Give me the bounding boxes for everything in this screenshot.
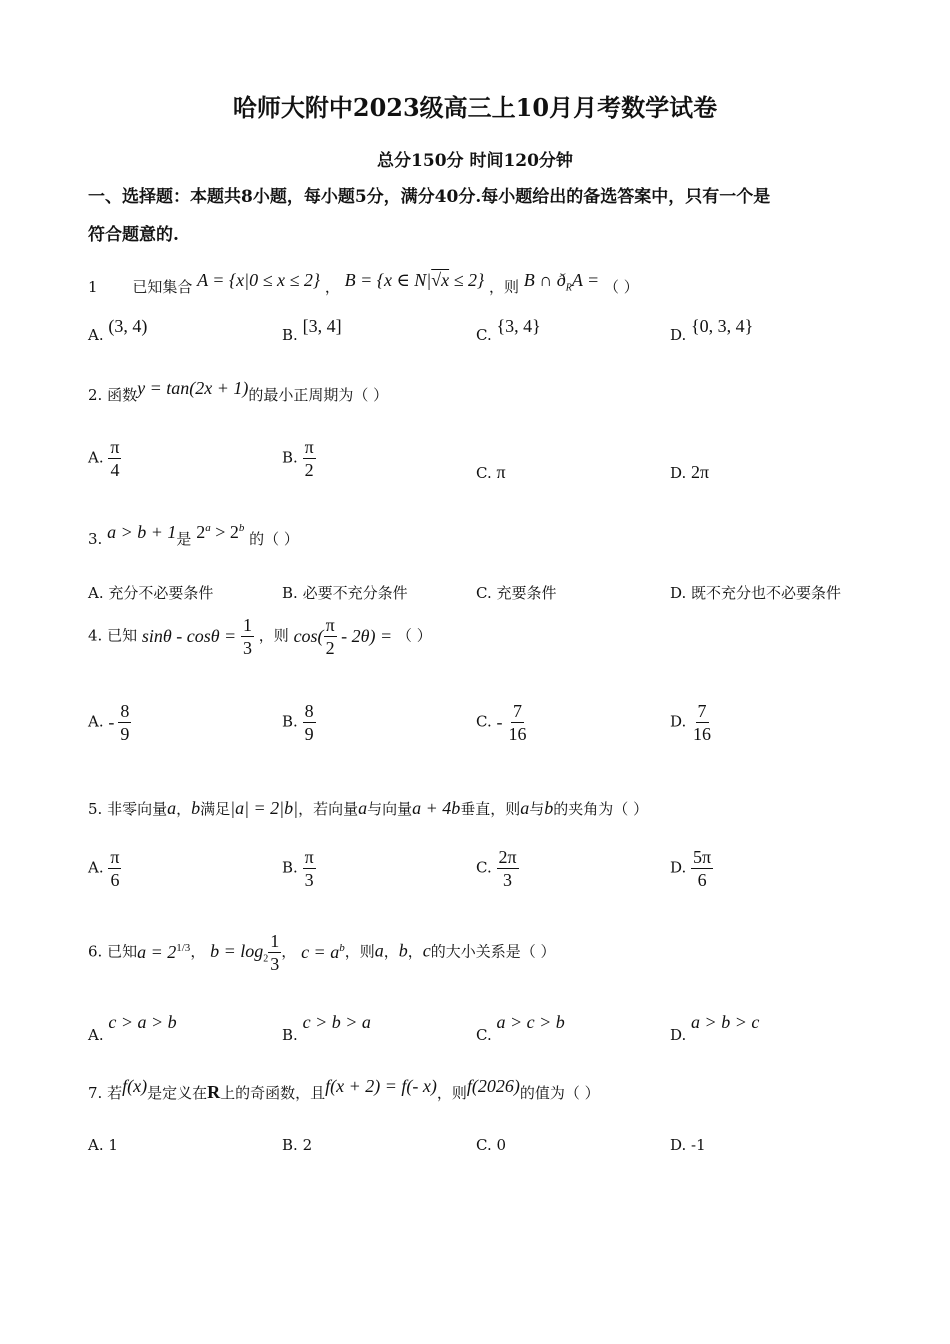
q5-option-c[interactable]: C. $\frac{2\pi}{3}$ [476,847,517,890]
question-text: 的最小正周期为（ ） [248,386,389,404]
q7-option-c[interactable]: C. 0 [476,1136,507,1154]
section-heading-line2: 符合题意的. [88,225,179,245]
question-number: 1 [88,278,98,296]
function-value-expression: f(2026) [466,1076,520,1096]
q4-option-a[interactable]: A. - $\frac{8}{9}$ [88,701,130,744]
fraction: $\frac{1}{3}$ [242,615,252,658]
q5-option-d[interactable]: D. $\frac{5\pi}{6}$ [670,847,712,890]
question-text: 是 [176,530,192,548]
q6-option-b[interactable]: B. c > b > a [282,1012,371,1044]
vector-b: b [191,798,201,818]
question-text: 4. 已知 [88,626,138,645]
section-heading-line1: 一、选择题：本题共8小题，每小题5分，满分40分.每小题给出的备选答案中，只有一个是 [88,187,771,207]
question-text: ，则 [258,626,289,645]
vector-sum-expression: a + 4b [412,798,461,818]
vector-a: a [167,798,177,818]
fraction: $\frac{1}{3}$ [270,931,280,974]
q6-option-d[interactable]: D. a > b > c [670,1012,760,1044]
q1-option-d[interactable]: D. {0, 3, 4} [670,316,754,344]
question-text: 5. 非零向量 [88,800,168,818]
q2-option-c[interactable]: C. π [476,462,506,482]
a-definition: $a = 2^{1/3}$ [137,942,191,962]
question-text: 已知集合 [132,278,193,296]
function-expression: f(x) [122,1076,148,1096]
question-4: 4. 已知 sinθ - cosθ = $\frac{1}{3}$ ，则 cos( $\frac{\pi}{2}$ - 2θ) = （ ） [88,615,432,658]
page-title: 哈师大附中2023级高三上10月月考数学试卷 [232,93,718,122]
magnitude-expression: |a| = 2|b| [230,798,299,818]
question-7: 7. 若f(x)是定义在R上的奇函数，且f(x + 2) = f(- x)，则f(2026)的值为（ ） [88,1076,600,1102]
set-b-expression: B = {x ∈ N|√x ≤ 2} [344,270,485,290]
q5-option-a[interactable]: A. $\frac{\pi}{6}$ [88,847,120,890]
q3-option-d[interactable]: D. 既不充分也不必要条件 [670,584,842,602]
q5-option-b[interactable]: B. $\frac{\pi}{3}$ [282,847,314,890]
b-definition: $b = \log_2$ [210,940,269,965]
q2-option-b[interactable]: B. $\frac{\pi}{2}$ [282,437,314,480]
answer-paren: （ ） [396,626,432,645]
q4-option-c[interactable]: C. - $\frac{7}{16}$ [476,701,527,744]
fraction: $\frac{\pi}{6}$ [110,847,120,890]
fraction: $\frac{\pi}{4}$ [110,437,120,480]
q6-option-c[interactable]: C. a > c > b [476,1012,565,1044]
exam-subtitle: 总分150分 时间120分钟 [377,151,573,171]
question-6: 6. 已知$a = 2^{1/3}$， $b = \log_2$ $\frac{1}{3}$ ， $c = a^b$，则a，b，c的大小关系是（ ） [88,931,556,974]
question-text: 的（ ） [249,530,299,548]
q3-option-a[interactable]: A. 充分不必要条件 [88,584,214,602]
fraction: $\frac{\pi}{2}$ [304,437,314,480]
cos-expression: - 2θ) = [336,626,393,646]
power-inequality: $2^a > 2^b$ [196,522,245,542]
tan-expression: y = tan(2x + 1) [137,378,249,398]
fraction: $\frac{8}{9}$ [304,701,314,744]
question-text: 2. 函数 [88,386,138,404]
sqrt-expression: √x [431,270,450,290]
q4-option-b[interactable]: B. $\frac{8}{9}$ [282,701,314,744]
question-number: 3. [88,530,103,548]
question-text: ，则 [488,278,519,296]
fraction: $\frac{7}{16}$ [508,701,527,744]
q1-option-b[interactable]: B. [3, 4] [282,316,342,344]
question-5: 5. 非零向量a，b满足|a| = 2|b|，若向量a与向量a + 4b垂直，则a与b的夹角为（ ） [88,798,649,818]
q2-option-a[interactable]: A. $\frac{\pi}{4}$ [88,437,120,480]
trig-expression: sinθ - cosθ = [141,626,237,646]
question-text: 7. 若 [88,1084,123,1102]
c-definition: $c = a^b$ [301,942,345,962]
fraction: $\frac{8}{9}$ [120,701,130,744]
question-text: 6. 已知 [88,942,138,961]
fraction: $\frac{2\pi}{3}$ [498,847,517,890]
q6-option-a[interactable]: A. c > a > b [88,1012,177,1044]
fraction: $\frac{7}{16}$ [693,701,712,744]
question-1 [88,270,639,297]
set-a-expression: A = {x|0 ≤ x ≤ 2} [197,270,321,290]
q3-option-b[interactable]: B. 必要不充分条件 [282,584,408,602]
q1-option-a[interactable]: A. (3, 4) [88,316,148,344]
q2-option-d[interactable]: D. 2π [670,462,710,482]
q7-option-b[interactable]: B. 2 [282,1136,313,1154]
fraction: $\frac{\pi}{3}$ [304,847,314,890]
q4-option-d[interactable]: D. $\frac{7}{16}$ [670,701,712,744]
condition-expression: a > b + 1 [107,522,177,542]
real-set-symbol: R [207,1082,221,1102]
fraction: $\frac{5\pi}{6}$ [693,847,712,890]
complement-expression: B ∩ $ð_RA$ = [523,270,600,294]
q7-option-a[interactable]: A. 1 [88,1136,118,1154]
separator: ， [324,278,340,296]
fraction: $\frac{\pi}{2}$ [325,615,335,658]
q1-option-c[interactable]: C. {3, 4} [476,316,541,344]
functional-equation: f(x + 2) = f(- x) [325,1076,437,1096]
question-3 [88,522,299,549]
q3-option-c[interactable]: C. 充要条件 [476,584,557,602]
answer-paren: （ ） [603,278,639,296]
question-2 [88,378,388,405]
q7-option-d[interactable]: D. -1 [670,1136,706,1154]
